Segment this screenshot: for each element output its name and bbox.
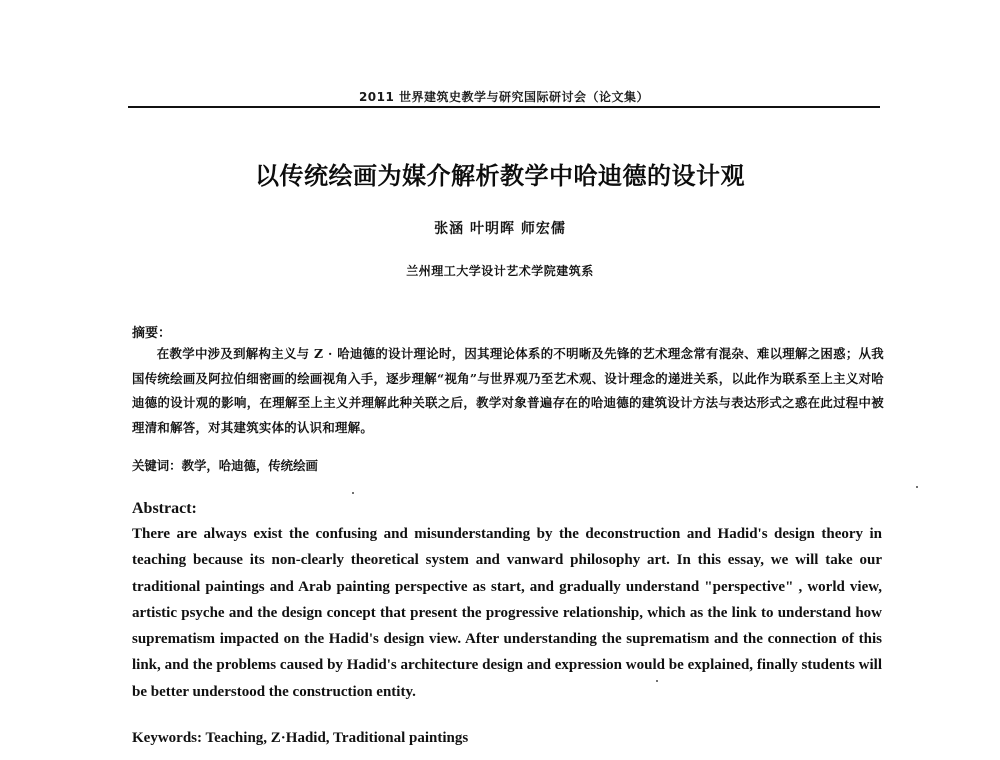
authors: 张涵 叶明晖 师宏儒 — [434, 221, 566, 237]
abstract-cn-label: 摘要： — [132, 326, 172, 341]
scan-speck — [352, 492, 354, 494]
keywords-en — [132, 730, 882, 747]
abstract-en-label: Abstract: — [132, 500, 197, 517]
keywords-cn-values: 教学，哈迪德，传统绘画 — [181, 458, 318, 473]
keywords-cn — [132, 456, 884, 474]
scan-speck — [656, 680, 658, 682]
header-rule — [128, 106, 880, 108]
keywords-cn-label: 关键词： — [132, 458, 182, 473]
keywords-en-values: Teaching, Z·Hadid, Traditional paintings — [205, 730, 469, 746]
abstract-en-body: There are always exist the confusing and misunderstanding by the deconstruction and Hadid's design theory in teaching because its non-clearly theoretical system and vanward philosophy art. In this essay, we will take our traditional paintings and Arab painting perspective as start, and gradually understand "perspective" , world view, artistic psyche and the design concept that present the progressive relationship, which as the link to understand how suprematism impacted on the Hadid's design view. After understanding the suprematism and the connection of this link, and the problems caused by Hadid's architecture design and expression would be explained, finally students will be better understood the construction entity. — [132, 526, 882, 700]
keywords-en-label: Keywords: — [132, 730, 202, 746]
abstract-cn-body: 在教学中涉及到解构主义与 Z · 哈迪德的设计理论时，因其理论体系的不明晰及先锋的艺术理念常有混杂、难以理解之困惑；从我国传统绘画及阿拉伯细密画的绘画视角入手，逐步理解“视角”与世界观乃至艺术观、设计理念的递进关系，以此作为联系至上主义对哈迪德的设计观的影响，在理解至上主义并理解此种关联之后，教学对象普遍存在的哈迪德的建筑设计方法与表达形式之惑在此过程中被理清和解答，对其建筑实体的认识和理解。 — [132, 346, 884, 435]
scan-speck — [916, 486, 918, 488]
affiliation: 兰州理工大学设计艺术学院建筑系 — [406, 264, 594, 278]
paper-title: 以传统绘画为媒介解析教学中哈迪德的设计观 — [255, 162, 745, 190]
running-head: 2011 世界建筑史教学与研究国际研讨会（论文集） — [358, 90, 650, 104]
